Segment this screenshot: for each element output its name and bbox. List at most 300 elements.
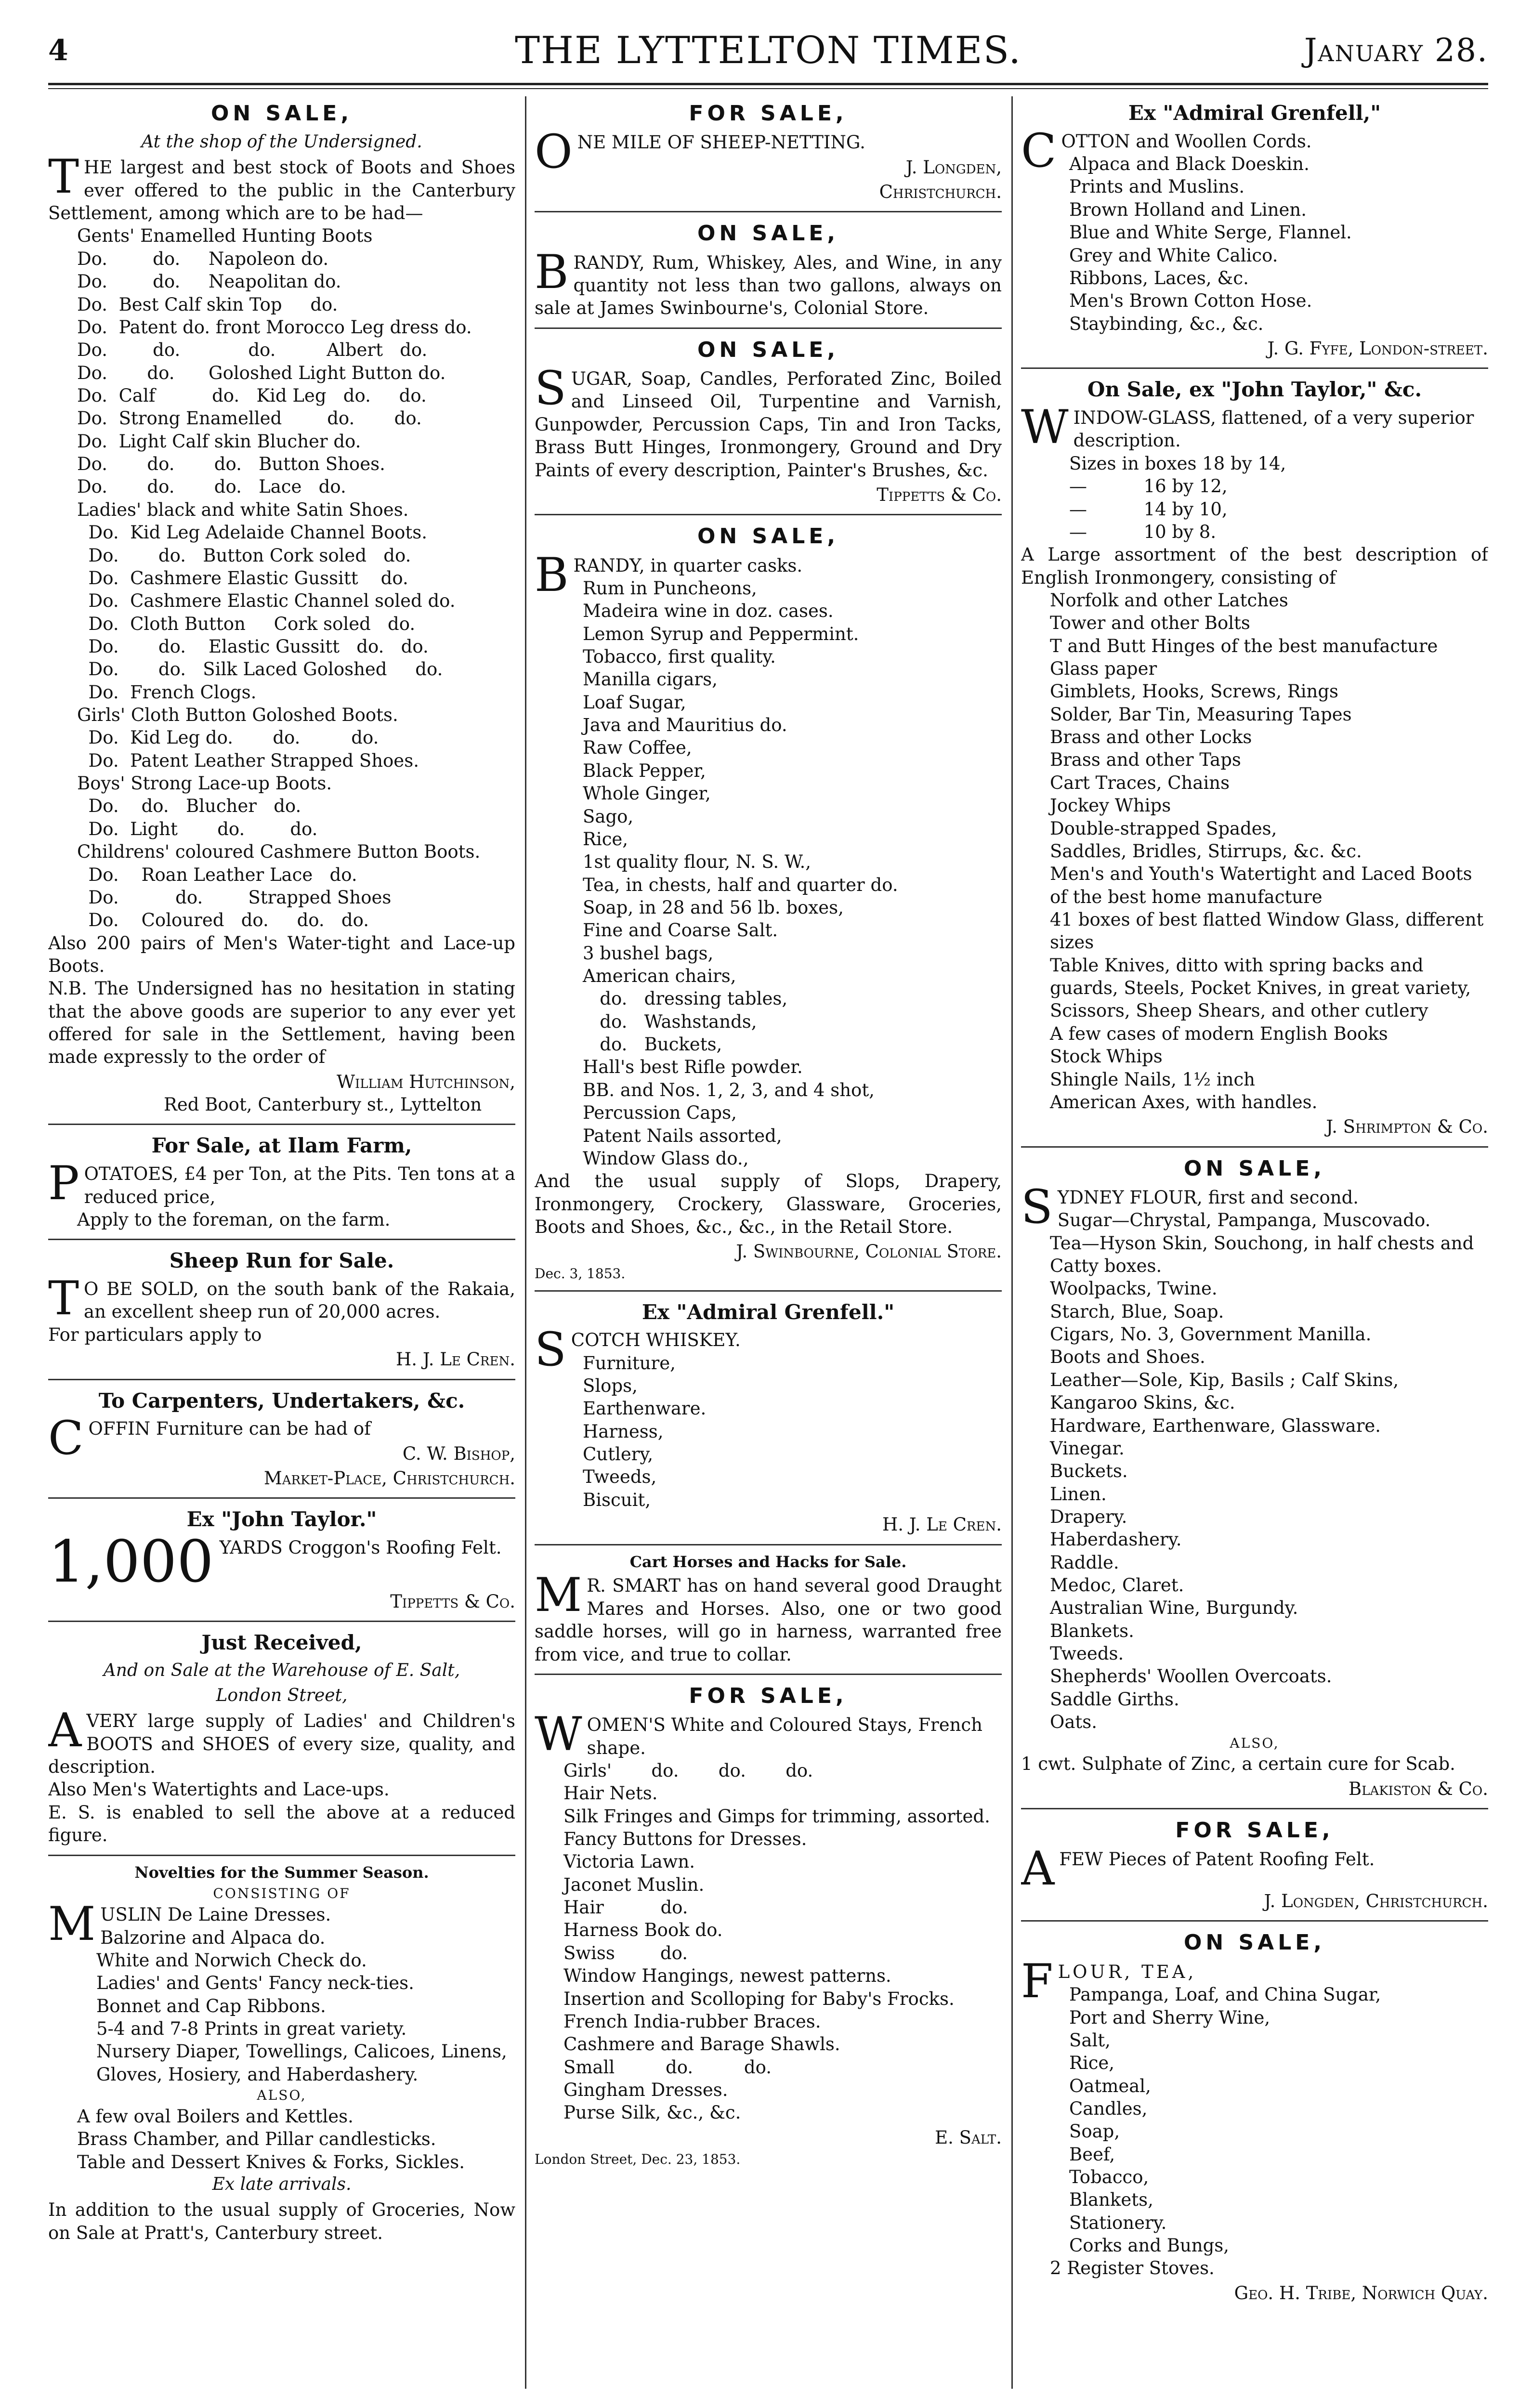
body-text: VERY large supply of Ladies' and Children's BOOTS and SHOES of every size, quality, and description. [48, 1711, 515, 1778]
list-item: Tower and other Bolts [1050, 613, 1250, 634]
advert-heading: Ex "Admiral Grenfell." [642, 1300, 895, 1324]
drop-cap: W [1021, 400, 1069, 455]
advert-signature: H. J. Le Cren. [882, 1514, 1002, 1535]
masthead-rule [48, 83, 1488, 89]
column-1 [48, 96, 515, 2398]
list-item: T and Butt Hinges of the best manufacture [1050, 635, 1438, 656]
list-item: Cashmere and Barage Shawls. [563, 2034, 840, 2055]
advert-heading: ON SALE, [1183, 1930, 1326, 1955]
list-item: Oatmeal, [1069, 2075, 1151, 2096]
list-item: Men's and Youth's Watertight and Laced Boots of the best home manufacture [1050, 864, 1472, 907]
list-item: Do. do. Blucher do. [77, 796, 301, 817]
list-item: Boys' Strong Lace-up Boots. [77, 773, 332, 794]
list-item: Loaf Sugar, [583, 692, 686, 713]
list-item: Furniture, [583, 1352, 676, 1374]
list-item: Do. Cloth Button Cork soled do. [77, 613, 416, 634]
list-item: Rice, [1069, 2053, 1115, 2074]
list-item: Jockey Whips [1050, 795, 1171, 816]
advert-signature: Tippetts & Co. [877, 484, 1002, 505]
advert-caption: CONSISTING OF [213, 1885, 351, 1902]
goods-list [535, 577, 1002, 1170]
list-item: Girls' do. do. do. [563, 1760, 813, 1781]
list-item: French India-rubber Braces. [563, 2011, 821, 2032]
advert-signature: J. Longden, [905, 157, 1002, 178]
list-item: — 10 by 8. [1069, 521, 1217, 542]
drop-cap: C [48, 1411, 84, 1466]
list-item: Lemon Syrup and Peppermint. [583, 623, 859, 644]
list-item: 1st quality flour, N. S. W., [583, 851, 812, 873]
list-item: Do. do. do. Albert do. [77, 340, 428, 361]
list-item: Fine and Coarse Salt. [583, 920, 778, 941]
advert-note: N.B. The Undersigned has no hesitation in stating that the above goods are superior to any ever yet offered for sale in the Settlement, having been made expressly to the order of [48, 978, 515, 1068]
list-item: do. Washstands, [583, 1011, 757, 1032]
list-item: Leather—Sole, Kip, Basils ; Calf Skins, Kangaroo Skins, &c. [1050, 1369, 1399, 1413]
list-item: Do. do. Button Cork soled do. [77, 545, 411, 566]
list-item: Saddle Girths. [1050, 1688, 1179, 1710]
list-item: — 16 by 12, [1069, 476, 1228, 497]
body-text: R. SMART has on hand several good Draught Mares and Horses. Also, one or two good saddle horses, will go in harness, warranted free from vice, and true to collar. [535, 1575, 1002, 1665]
body-text: FEW Pieces of Patent Roofing Felt. [1059, 1849, 1375, 1870]
list-item: Saddles, Bridles, Stirrups, &c. &c. [1050, 840, 1362, 862]
newspaper-page [48, 29, 1488, 2408]
list-item: Beef, [1069, 2144, 1115, 2165]
advert-text [535, 1568, 1002, 1665]
drop-cap: O [535, 125, 573, 179]
advert-subheading: London Street, [216, 1686, 348, 1706]
advert-signature: C. W. Bishop, [402, 1443, 515, 1464]
drop-cap: F [1021, 1954, 1053, 2008]
list-item: Prints and Muslins. [1069, 176, 1245, 197]
list-item: Victoria Lawn. [563, 1851, 695, 1872]
advert-line: E. S. is enabled to sell the above at a reduced figure. [48, 1802, 515, 1846]
list-item: Black Pepper, [583, 760, 706, 781]
list-item: Percussion Caps, [583, 1102, 737, 1124]
list-item: A few oval Boilers and Kettles. [77, 2106, 354, 2127]
advert-signature: E. Salt. [935, 2127, 1002, 2148]
list-item: Ladies' black and white Satin Shoes. [77, 499, 409, 520]
advert-signature: Geo. H. Tribe, Norwich Quay. [1234, 2282, 1488, 2303]
advert-address: Christchurch. [879, 182, 1002, 203]
list-item: Ribbons, Laces, &c. [1069, 267, 1249, 288]
list-item: Window Glass do., [583, 1148, 749, 1169]
goods-list [1021, 153, 1488, 335]
drop-cap: B [535, 548, 569, 602]
list-item: Do. French Clogs. [77, 681, 257, 703]
list-item: Sizes in boxes 18 by 14, [1069, 453, 1286, 474]
advert-date: London Street, Dec. 23, 1853. [535, 2151, 741, 2168]
advert-signature: J. G. Fyfe, London-street. [1267, 338, 1488, 359]
list-item: 5-4 and 7-8 Prints in great variety. [96, 2018, 407, 2040]
list-item: Patent Nails assorted, [583, 1125, 782, 1146]
body-text: LOUR, TEA, [1058, 1961, 1197, 1982]
list-item: Rice, [583, 828, 629, 850]
list-item: Port and Sherry Wine, [1069, 2007, 1270, 2028]
list-item: Table Knives, ditto with spring backs and guards, Steels, Pocket Knives, in great variety, Scissors, Sheep Shears, and other cutlery [1050, 955, 1471, 1021]
list-item: Tobacco, [1069, 2167, 1149, 2188]
advert-text [48, 1156, 515, 1211]
advert-womens-stays [535, 1674, 1002, 2173]
list-item: BB. and Nos. 1, 2, 3, and 4 shot, [583, 1079, 875, 1100]
advert-caption: ALSO, [257, 2087, 307, 2104]
list-item: 3 bushel bags, [583, 942, 714, 964]
page-number: 4 [48, 34, 68, 67]
goods-list [1021, 1209, 1488, 1733]
advert-heading: Sheep Run for Sale. [169, 1249, 394, 1273]
advert-heading: FOR SALE, [689, 101, 848, 126]
list-item: American chairs, [583, 966, 736, 987]
list-item: Ladies' and Gents' Fancy neck-ties. [96, 1973, 414, 1994]
list-item: Do. Light do. do. [77, 818, 318, 839]
list-item: Candles, [1069, 2098, 1148, 2119]
body-text: USLIN De Laine Dresses. [100, 1904, 331, 1925]
list-item: Hair Nets. [563, 1783, 658, 1804]
list-item: Raddle. [1050, 1552, 1119, 1573]
list-item: Do. Cashmere Elastic Channel soled do. [77, 590, 456, 612]
list-item: Do. Kid Leg do. do. do. [77, 727, 379, 748]
advert-heading: ON SALE, [697, 221, 839, 246]
list-item: 41 boxes of best flatted Window Glass, different sizes [1050, 909, 1484, 953]
advert-text [48, 1703, 515, 1778]
advert-subheading: Ex late arrivals. [212, 2174, 352, 2195]
advert-novelties [48, 1855, 515, 2249]
advert-text [48, 1529, 515, 1596]
list-item: Tea, in chests, half and quarter do. [583, 874, 898, 895]
advert-signature: Blakiston & Co. [1349, 1778, 1488, 1799]
list-item: Do. do. Neapolitan do. [77, 271, 341, 292]
list-item: Medoc, Claret. [1050, 1575, 1184, 1596]
advert-sheep-netting [535, 96, 1002, 208]
advert-signature: J. Shrimpton & Co. [1326, 1116, 1488, 1138]
list-item: Linen. [1050, 1483, 1107, 1505]
advert-boots-hutchinson [48, 96, 515, 1121]
list-item: Silk Fringes and Gimps for trimming, assorted. [563, 1806, 990, 1827]
advert-signature: H. J. Le Cren. [396, 1349, 515, 1370]
list-item: Salt, [1069, 2029, 1111, 2051]
goods-list [1021, 589, 1488, 1113]
advert-brandy-swinbourne [535, 211, 1002, 324]
list-item: Gents' Enamelled Hunting Boots [77, 225, 373, 247]
list-item: Boots and Shoes. [1050, 1347, 1205, 1368]
list-item: Shepherds' Woollen Overcoats. [1050, 1666, 1332, 1687]
body-text: OMEN'S White and Coloured Stays, French shape. [587, 1714, 982, 1758]
list-item: do. Buckets, [583, 1034, 722, 1055]
drop-cap: A [48, 1703, 82, 1758]
list-item: Do. do. Elastic Gussitt do. do. [77, 636, 429, 657]
drop-cap: S [535, 361, 566, 416]
list-item: Drapery. [1050, 1506, 1127, 1527]
list-item: Soap, in 28 and 56 lb. boxes, [583, 897, 844, 918]
list-item: Do. Patent do. front Morocco Leg dress do. [77, 316, 472, 338]
advert-text [1021, 1842, 1488, 1896]
list-item: Soap, [1069, 2121, 1120, 2142]
list-item: Do. do. Goloshed Light Button do. [77, 362, 446, 383]
list-item: Biscuit, [583, 1489, 651, 1510]
list-item: Men's Brown Cotton Hose. [1069, 290, 1312, 312]
advert-text [48, 1271, 515, 1326]
list-item: Haberdashery. [1050, 1529, 1182, 1550]
list-item: — 14 by 10, [1069, 498, 1228, 520]
list-item: Brass and other Taps [1050, 749, 1241, 771]
body-text: COTCH WHISKEY. [571, 1330, 741, 1351]
body-text: YDNEY FLOUR, first and second. [1057, 1187, 1359, 1208]
list-item: Raw Coffee, [583, 737, 692, 759]
goods-list [535, 1352, 1002, 1512]
advert-footer: And the usual supply of Slops, Drapery, Ironmongery, Crockery, Glassware, Groceries, Boots and Shoes, &c., &c., in the Retail Store. [535, 1171, 1002, 1237]
list-item: Blankets, [1069, 2189, 1153, 2211]
list-item: Cart Traces, Chains [1050, 772, 1230, 793]
body-text: OTTON and Woollen Cords. [1061, 131, 1312, 152]
list-item: Corks and Bungs, [1069, 2235, 1230, 2256]
list-item: Blue and White Serge, Flannel. [1069, 222, 1352, 243]
goods-list [1021, 1983, 1488, 2257]
column-divider [525, 96, 526, 2389]
advert-address: Red Boot, Canterbury st., Lyttelton [164, 1094, 482, 1115]
advert-address: Market-Place, Christchurch. [263, 1467, 515, 1489]
advert-heading: ON SALE, [1183, 1156, 1326, 1181]
list-item: Table and Dessert Knives & Forks, Sickles. [77, 2151, 465, 2172]
list-item: Gimblets, Hooks, Screws, Rings [1050, 681, 1339, 702]
advert-text: 1 cwt. Sulphate of Zinc, a certain cure for Scab. [1021, 1754, 1455, 1775]
list-item: Tweeds. [1050, 1643, 1124, 1664]
drop-cap: M [535, 1568, 582, 1623]
advert-coffin-furniture [48, 1379, 515, 1495]
newspaper-title: THE LYTTELTON TIMES. [514, 29, 1022, 72]
intro-text: HE largest and best stock of Boots and Shoes ever offered to the public in the Canterbury Settlement, among which are to be had— [48, 157, 515, 224]
drop-cap: B [535, 245, 569, 299]
list-item: Hair do. [563, 1897, 688, 1918]
list-item: Pampanga, Loaf, and China Sugar, [1069, 1984, 1381, 2005]
column-divider [1011, 96, 1013, 2389]
advert-caption: ALSO, [1230, 1735, 1280, 1751]
goods-list [535, 1759, 1002, 2124]
list-item: Fancy Buttons for Dresses. [563, 1829, 807, 1850]
advert-scotch-whiskey [535, 1290, 1002, 1541]
body-text: INDOW-GLASS, flattened, of a very superior description. [1073, 407, 1474, 451]
list-item: Cutlery, [583, 1444, 654, 1465]
advert-heading: Ex "John Taylor." [186, 1507, 377, 1531]
advert-sydney-flour [1021, 1146, 1488, 1805]
list-item: Manilla cigars, [583, 669, 718, 690]
body-text: OTATOES, £4 per Ton, at the Pits. Ten tons at a reduced price, [84, 1164, 515, 1207]
list-item: Madeira wine in doz. cases. [583, 601, 834, 622]
boot-list [48, 224, 515, 931]
advert-heading: To Carpenters, Undertakers, &c. [98, 1388, 465, 1413]
advert-heading: ON SALE, [210, 101, 353, 126]
list-item: Hardware, Earthenware, Glassware. [1050, 1415, 1381, 1436]
advert-cart-horses [535, 1544, 1002, 1671]
list-item: Sugar—Chrystal, Pampanga, Muscovado. [1057, 1210, 1431, 1231]
body-text: NE MILE OF SHEEP-NETTING. [577, 132, 865, 153]
list-item: Insertion and Scolloping for Baby's Frocks. [563, 1988, 955, 2009]
advert-heading: Novelties for the Summer Season. [134, 1863, 429, 1882]
body-text: YARDS Croggon's Roofing Felt. [219, 1537, 502, 1558]
advert-text [535, 361, 1002, 482]
advert-line: For particulars apply to [48, 1324, 262, 1345]
list-item: Do. do. do. Lace do. [77, 476, 346, 497]
list-item: Swiss do. [563, 1942, 688, 1963]
sizes-list [1021, 452, 1488, 543]
list-item: Harness Book do. [563, 1920, 723, 1941]
list-item: Do. Patent Leather Strapped Shoes. [77, 750, 419, 771]
list-item: Do. do. Strapped Shoes [77, 887, 392, 908]
list-item: Gloves, Hosiery, and Haberdashery. [96, 2064, 419, 2085]
list-item: Jaconet Muslin. [563, 1874, 705, 1895]
advert-signature: J. Swinbourne, Colonial Store. [736, 1241, 1002, 1262]
list-item: Tobacco, first quality. [583, 646, 776, 667]
drop-cap: M [48, 1897, 96, 1951]
list-item: Childrens' coloured Cashmere Button Boots. [77, 841, 481, 863]
list-item: Do. do. Silk Laced Goloshed do. [77, 659, 443, 680]
masthead [48, 29, 1488, 82]
list-item: Do. Calf do. Kid Leg do. do. [77, 385, 427, 406]
advert-heading: On Sale, ex "John Taylor," &c. [1087, 378, 1422, 402]
list-item: Stock Whips [1050, 1046, 1163, 1067]
list-item: Do. Cashmere Elastic Gussitt do. [77, 567, 408, 589]
advert-sheep-run [48, 1239, 515, 1375]
list-item: Cigars, No. 3, Government Manilla. [1050, 1324, 1372, 1345]
list-item: Harness, [583, 1421, 664, 1442]
list-item: Purse Silk, &c., &c. [563, 2102, 741, 2123]
novelty-list [48, 1926, 515, 2086]
body-text: RANDY, Rum, Whiskey, Ales, and Wine, in any quantity not less than two gallons, always on sale at James Swinbourne's, Colonial Store. [535, 252, 1002, 319]
list-item: Do. Roan Leather Lace do. [77, 864, 357, 885]
column-2 [535, 96, 1002, 2398]
list-item: Slops, [583, 1375, 638, 1396]
list-item: Tweeds, [583, 1466, 657, 1488]
advert-heading: FOR SALE, [689, 1683, 848, 1708]
drop-cap: P [48, 1156, 79, 1211]
advert-intro [48, 150, 515, 224]
list-item: Do. Light Calf skin Blucher do. [77, 431, 361, 452]
body-text: OFFIN Furniture can be had of [88, 1418, 371, 1440]
list-item: Do. Kid Leg Adelaide Channel Boots. [77, 522, 428, 543]
advert-line: Also Men's Watertights and Lace-ups. [48, 1779, 390, 1800]
column-3 [1021, 96, 1488, 2398]
advert-heading: FOR SALE, [1175, 1818, 1334, 1843]
drop-cap: S [1021, 1179, 1053, 1234]
list-item: Blankets. [1050, 1620, 1134, 1641]
drop-cap: C [1021, 123, 1057, 178]
advert-flour-tea [1021, 1920, 1488, 2309]
advert-footer: In addition to the usual supply of Groceries, Now on Sale at Pratt's, Canterbury street. [48, 2199, 515, 2243]
advert-text [535, 1707, 1002, 1762]
advert-heading: For Sale, at Ilam Farm, [151, 1134, 412, 1158]
list-item: Vinegar. [1050, 1438, 1125, 1459]
list-item: Whole Ginger, [583, 783, 711, 804]
advert-line: Apply to the foreman, on the farm. [77, 1209, 391, 1230]
list-item: Bonnet and Cap Ribbons. [96, 1995, 326, 2016]
body-text: O BE SOLD, on the south bank of the Rakaia, an excellent sheep run of 20,000 acres. [84, 1279, 515, 1322]
list-item: Norfolk and other Latches [1050, 589, 1288, 611]
list-item: Woolpacks, Twine. [1050, 1278, 1218, 1299]
list-item: American Axes, with handles. [1050, 1091, 1318, 1112]
body-text: UGAR, Soap, Candles, Perforated Zinc, Boiled and Linseed Oil, Turpentine and Varnish, Gunpowder, Percussion Caps, Tin and Iron Tacks, Brass Butt Hinges, Ironmongery, Ground and Dry Paints of every description, Painter's Brushes, &c. [535, 368, 1002, 481]
issue-date: January 28. [1304, 32, 1488, 69]
list-item: Solder, Bar Tin, Measuring Tapes [1050, 704, 1352, 725]
list-item: Do. do. Napoleon do. [77, 248, 329, 269]
list-item: Brass Chamber, and Pillar candlesticks. [77, 2129, 436, 2150]
advert-heading: Just Received, [201, 1631, 362, 1655]
list-item: Girls' Cloth Button Goloshed Boots. [77, 705, 398, 726]
advert-text [1021, 400, 1488, 455]
list-item: do. dressing tables, [583, 988, 788, 1009]
list-item: Do. Strong Enamelled do. do. [77, 408, 422, 429]
drop-cap: S [535, 1322, 566, 1377]
list-item: Stationery. [1069, 2212, 1167, 2233]
list-item: Grey and White Calico. [1069, 245, 1278, 266]
big-number: 1,000 [48, 1529, 214, 1596]
list-item: Staybinding, &c., &c. [1069, 313, 1264, 334]
advert-signature: William Hutchinson, [336, 1071, 515, 1092]
advert-heading: ON SALE, [697, 524, 839, 549]
drop-cap: T [48, 1271, 79, 1326]
list-item: White and Norwich Check do. [96, 1950, 367, 1971]
advert-heading: Cart Horses and Hacks for Sale. [629, 1552, 907, 1571]
list-item: Sago, [583, 806, 634, 827]
list-item: Do. Best Calf skin Top do. [77, 294, 338, 315]
advert-cotton-fyfe [1021, 96, 1488, 365]
list-item: Balzorine and Alpaca do. [100, 1927, 326, 1948]
advert-roofing-longden [1021, 1808, 1488, 1917]
advert-text [535, 245, 1002, 320]
advert-heading: ON SALE, [697, 337, 839, 362]
list-item: Earthenware. [583, 1398, 707, 1419]
advert-brandy-casks [535, 514, 1002, 1287]
list-item: Tea—Hyson Skin, Souchong, in half chests and Catty boxes. [1050, 1232, 1474, 1276]
advert-window-glass [1021, 367, 1488, 1143]
drop-cap: T [48, 150, 79, 204]
list-item: Shingle Nails, 1½ inch [1050, 1069, 1256, 1090]
advert-salt-boots [48, 1621, 515, 1851]
list-item: Do. Coloured do. do. do. [77, 910, 369, 931]
advert-signature: J. Longden, Christchurch. [1264, 1891, 1488, 1912]
advert-text: A Large assortment of the best description of English Ironmongery, consisting of [1021, 544, 1488, 588]
list-item: Oats. [1050, 1712, 1098, 1733]
list-item: Do. do. do. Button Shoes. [77, 454, 385, 475]
list-item: Glass paper [1050, 658, 1157, 680]
list-item: Nursery Diaper, Towellings, Calicoes, Linens, [96, 2041, 507, 2062]
list-item: Alpaca and Black Doeskin. [1069, 154, 1309, 175]
advert-date: Dec. 3, 1853. [535, 1265, 626, 1282]
advert-signature: Tippetts & Co. [390, 1591, 515, 1612]
drop-cap: A [1021, 1842, 1055, 1896]
list-item: Buckets. [1050, 1461, 1128, 1482]
list-item: Window Hangings, newest patterns. [563, 1965, 891, 1987]
advert-also: Also 200 pairs of Men's Water-tight and Lace-up Boots. [48, 932, 515, 976]
advert-roofing-felt [48, 1497, 515, 1618]
list-item: Java and Mauritius do. [583, 715, 787, 736]
list-item: Australian Wine, Burgundy. [1050, 1597, 1298, 1619]
advert-line: 2 Register Stoves. [1050, 2258, 1215, 2279]
advert-subheading: And on Sale at the Warehouse of E. Salt, [103, 1661, 460, 1681]
novelty-list-2 [48, 2105, 515, 2173]
body-text: RANDY, in quarter casks. [573, 555, 803, 576]
list-item: Gingham Dresses. [563, 2079, 728, 2100]
advert-subheading: At the shop of the Undersigned. [141, 132, 422, 152]
advert-sugar-tippetts [535, 327, 1002, 511]
list-item: Double-strapped Spades, [1050, 818, 1277, 839]
list-item: Small do. do. [563, 2056, 772, 2078]
list-item: Hall's best Rifle powder. [583, 1057, 803, 1078]
list-item: Starch, Blue, Soap. [1050, 1301, 1224, 1322]
list-item: Brass and other Locks [1050, 727, 1252, 748]
list-item: Brown Holland and Linen. [1069, 199, 1307, 220]
drop-cap: W [535, 1707, 582, 1762]
list-item: A few cases of modern English Books [1050, 1023, 1388, 1044]
advert-heading: Ex "Admiral Grenfell," [1128, 101, 1381, 125]
list-item: Rum in Puncheons, [583, 577, 757, 599]
advert-potatoes [48, 1124, 515, 1236]
